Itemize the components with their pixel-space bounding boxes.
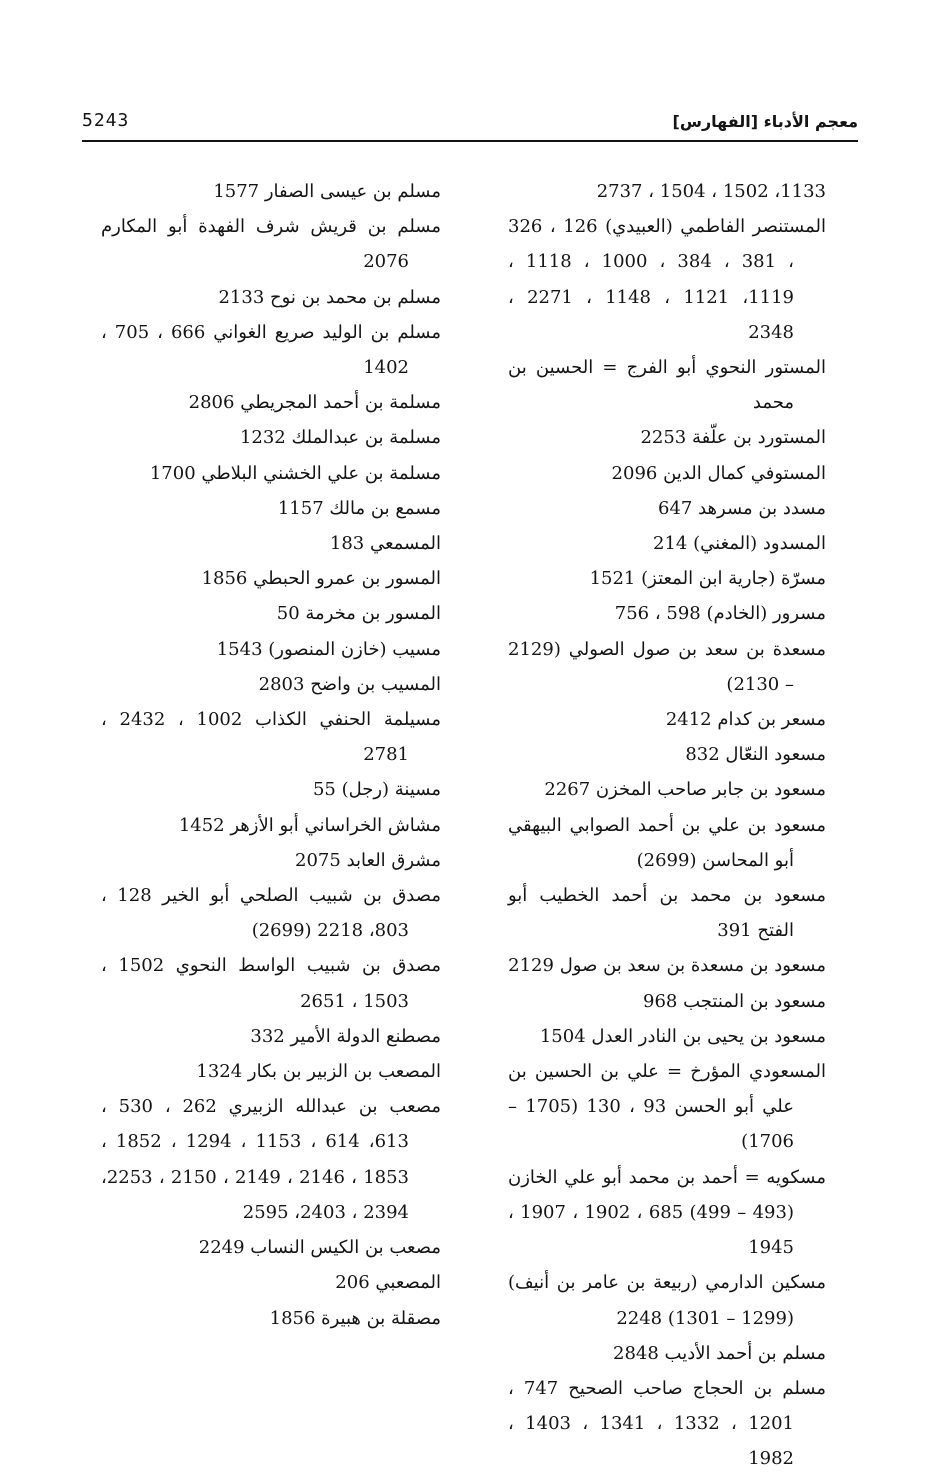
index-column-right [508, 174, 826, 1477]
index-entry: مصدق بن شبيب الصلحي أبو الخير 128 ، 803، 2218 (2699) [101, 885, 442, 942]
index-entry: مصطنع الدولة الأمير 332 [250, 1025, 441, 1047]
index-entry: مسلم بن الوليد صريع الغواني 666 ، 705 ، 1402 [101, 321, 441, 379]
index-entry: المسيب بن واضح 2803 [258, 673, 441, 695]
index-entry: المسور بن مخرمة 50 [276, 603, 441, 625]
index-entry: مسيب (خازن المنصور) 1543 [216, 638, 441, 660]
index-entry: المصعب بن الزبير بن بكار 1324 [196, 1061, 441, 1083]
index-entry: المستوفي كمال الدين 2096 [611, 462, 826, 484]
header-rule [82, 140, 858, 142]
index-entry: مسلمة بن علي الخشني البلاطي 1700 [149, 462, 441, 484]
index-entry: مسعر بن كدام 2412 [665, 709, 826, 731]
index-entry: مصقلة بن هبيرة 1856 [269, 1307, 441, 1329]
index-entry: مسكين الدارمي (ربيعة بن عامر بن أنيف) (1299 – 1301) 2248 [508, 1272, 826, 1329]
index-entry: المستنصر الفاطمي (العبيدي) 126 ، 326 ، 381 ، 384 ، 1000 ، 1118 ، 1119، 1121 ، 1148 ، 2271 ، 2348 [508, 216, 826, 343]
index-entry: المستور النحوي أبو الفرج = الحسين بن محمد [508, 357, 826, 414]
index-column-left [101, 174, 441, 1336]
index-entry: 1133، 1502 ، 1504 ، 2737 [596, 181, 826, 202]
index-entry: مسعود بن جابر صاحب المخزن 2267 [544, 779, 826, 801]
index-entry: المسور بن عمرو الحبطي 1856 [201, 568, 441, 590]
index-entry: مسعود بن محمد بن أحمد الخطيب أبو الفتح 391 [508, 885, 826, 942]
index-entry: المسعودي المؤرخ = علي بن الحسين بن علي أبو الحسن 93 ، 130 (1705 – 1706) [508, 1061, 826, 1153]
index-entry: مسعود بن مسعدة بن سعد بن صول 2129 [508, 955, 826, 977]
index-entry: مسعود بن المنتجب 968 [643, 990, 826, 1012]
index-entry: مسرور (الخادم) 598 ، 756 [614, 603, 826, 625]
index-entry: مشرق العابد 2075 [295, 849, 441, 871]
index-entry: مسدد بن مسرهد 647 [658, 497, 826, 519]
index-entry: مسعود بن يحيى بن النادر العدل 1504 [539, 1025, 826, 1047]
index-entry: مسلم بن أحمد الأديب 2848 [613, 1342, 826, 1364]
index-entry: مسلمة بن عبدالملك 1232 [239, 427, 441, 449]
index-entry: مصعب بن الكيس النساب 2249 [198, 1237, 441, 1259]
index-entry: مسينة (رجل) 55 [312, 779, 441, 801]
index-entry: المسدود (المغني) 214 [653, 533, 826, 555]
index-entry: المسمعي 183 [329, 533, 441, 555]
index-entry: مصدق بن شبيب الواسط النحوي 1502 ، 1503 ، 2651 [101, 955, 442, 1012]
index-entry: مشاش الخراساني أبو الأزهر 1452 [178, 814, 441, 836]
index-entry: المستورد بن علّفة 2253 [640, 427, 826, 449]
index-entry: مسكويه = أحمد بن محمد أبو علي الخازن (493 – 499) 685 ، 1902 ، 1907 ، 1945 [508, 1166, 826, 1259]
index-entry: مسلم بن محمد بن نوح 2133 [218, 286, 441, 308]
index-entry: مصعب بن عبدالله الزبيري 262 ، 530 ، 613، 614 ، 1153 ، 1294 ، 1852 ، 1853 ، 2146 ، 2149 ، 2150 ، 2253، 2394 ، 2403، 2595 [101, 1096, 441, 1223]
index-entry: مسلم بن قريش شرف الفهدة أبو المكارم 2076 [101, 216, 441, 273]
index-entry: مسيلمة الحنفي الكذاب 1002 ، 2432 ، 2781 [101, 709, 441, 766]
page-header [82, 108, 858, 138]
index-entry: مسلم بن الحجاج صاحب الصحيح 747 ، 1201 ، 1332 ، 1341 ، 1403 ، 1982 [508, 1377, 827, 1470]
index-entry: مسلمة بن أحمد المجريطي 2806 [188, 392, 441, 414]
index-entry: مسعود بن علي بن أحمد الصوابي البيهقي أبو المحاسن (2699) [508, 814, 826, 871]
page-number: 5243 [82, 110, 130, 131]
index-entry: المصعبي 206 [335, 1272, 441, 1294]
index-entry: مسعود النعّال 832 [685, 744, 826, 766]
index-entry: مسعدة بن سعد بن صول الصولي (2129 – 2130) [508, 638, 826, 695]
index-entry: مسلم بن عيسى الصفار 1577 [213, 181, 441, 202]
index-entry: مسرّة (جارية ابن المعتز) 1521 [589, 568, 826, 590]
index-entry: مسمع بن مالك 1157 [277, 497, 441, 519]
running-title: معجم الأدباء [الفهارس] [672, 112, 858, 131]
